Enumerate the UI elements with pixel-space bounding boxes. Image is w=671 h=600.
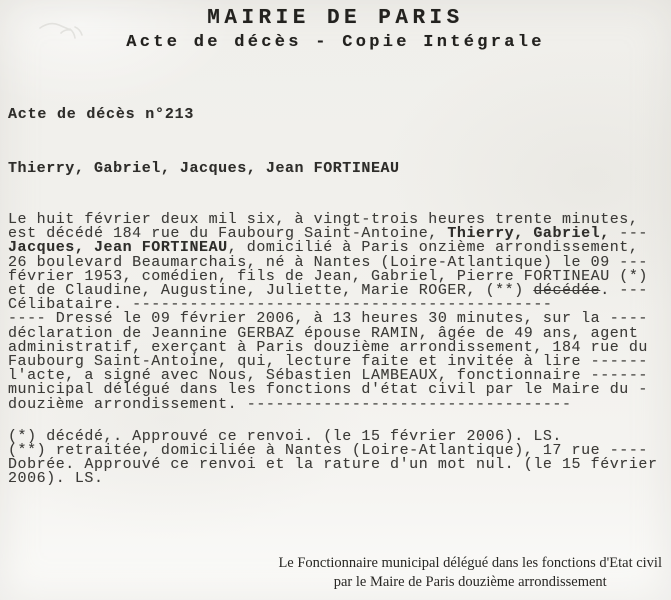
body-line: février 1953, comédien, fils de Jean, Gabriel, Pierre FORTINEAU (*) bbox=[8, 267, 648, 285]
body-line: Le huit février deux mil six, à vingt-trois heures trente minutes, bbox=[8, 211, 639, 228]
body-line: l'acte, a signé avec Nous, Sébastien LAMBEAUX, fonctionnaire ------ bbox=[8, 367, 648, 385]
body-line: et de Claudine, Augustine, Juliette, Marie ROGER, (**) décédée. --- bbox=[8, 282, 648, 300]
deceased-name: Thierry, Gabriel, Jacques, Jean FORTINEAU bbox=[8, 160, 400, 177]
body-line: est décédé 184 rue du Faubourg Saint-Antoine, Thierry, Gabriel, --- bbox=[8, 225, 648, 243]
body-line: Célibataire. -------------------------------------------- bbox=[8, 296, 553, 314]
signature-caption-line-1: Le Fonctionnaire municipal délégué dans les fonctions d'Etat civil bbox=[278, 555, 662, 571]
body-line: douzième arrondissement. ---------------------------------- bbox=[8, 395, 572, 413]
body-line: administratif, exerçant à Paris douzième arrondissement, 184 rue du bbox=[8, 338, 648, 356]
signature-caption-line-2: par le Maire de Paris douzième arrondissement bbox=[333, 574, 607, 590]
body-line: Faubourg Saint-Antoine, qui, lecture faite et invitée à lire ------ bbox=[8, 353, 648, 371]
act-body-text bbox=[8, 213, 648, 412]
footnote-line: Dobrée. Approuvé ce renvoi et la rature d'un mot nul. (le 15 février bbox=[8, 455, 658, 473]
body-line: déclaration de Jeannine GERBAZ épouse RAMIN, âgée de 49 ans, agent bbox=[8, 324, 639, 342]
act-number: Acte de décès n°213 bbox=[8, 106, 195, 123]
footnote-line: 2006). LS. bbox=[8, 469, 104, 487]
body-line: ---- Dressé le 09 février 2006, à 13 heures 30 minutes, sur la ---- bbox=[8, 310, 648, 328]
body-line: 26 boulevard Beaumarchais, né à Nantes (Loire-Atlantique) le 09 --- bbox=[8, 253, 648, 271]
signature-caption bbox=[278, 554, 662, 592]
document-subtitle: Acte de décès - Copie Intégrale bbox=[126, 33, 545, 52]
footnote-line: (**) retraitée, domiciliée à Nantes (Loire-Atlantique), 17 rue ---- bbox=[8, 441, 648, 459]
body-line: Jacques, Jean FORTINEAU, domicilié à Paris onzième arrondissement, bbox=[8, 239, 639, 257]
document-title: MAIRIE DE PARIS bbox=[207, 7, 464, 30]
act-footnotes bbox=[8, 430, 658, 486]
body-line: municipal délégué dans les fonctions d'état civil par le Maire du - bbox=[8, 381, 648, 399]
footnote-line: (*) décédé,. Approuvé ce renvoi. (le 15 février 2006). LS. bbox=[8, 428, 562, 445]
